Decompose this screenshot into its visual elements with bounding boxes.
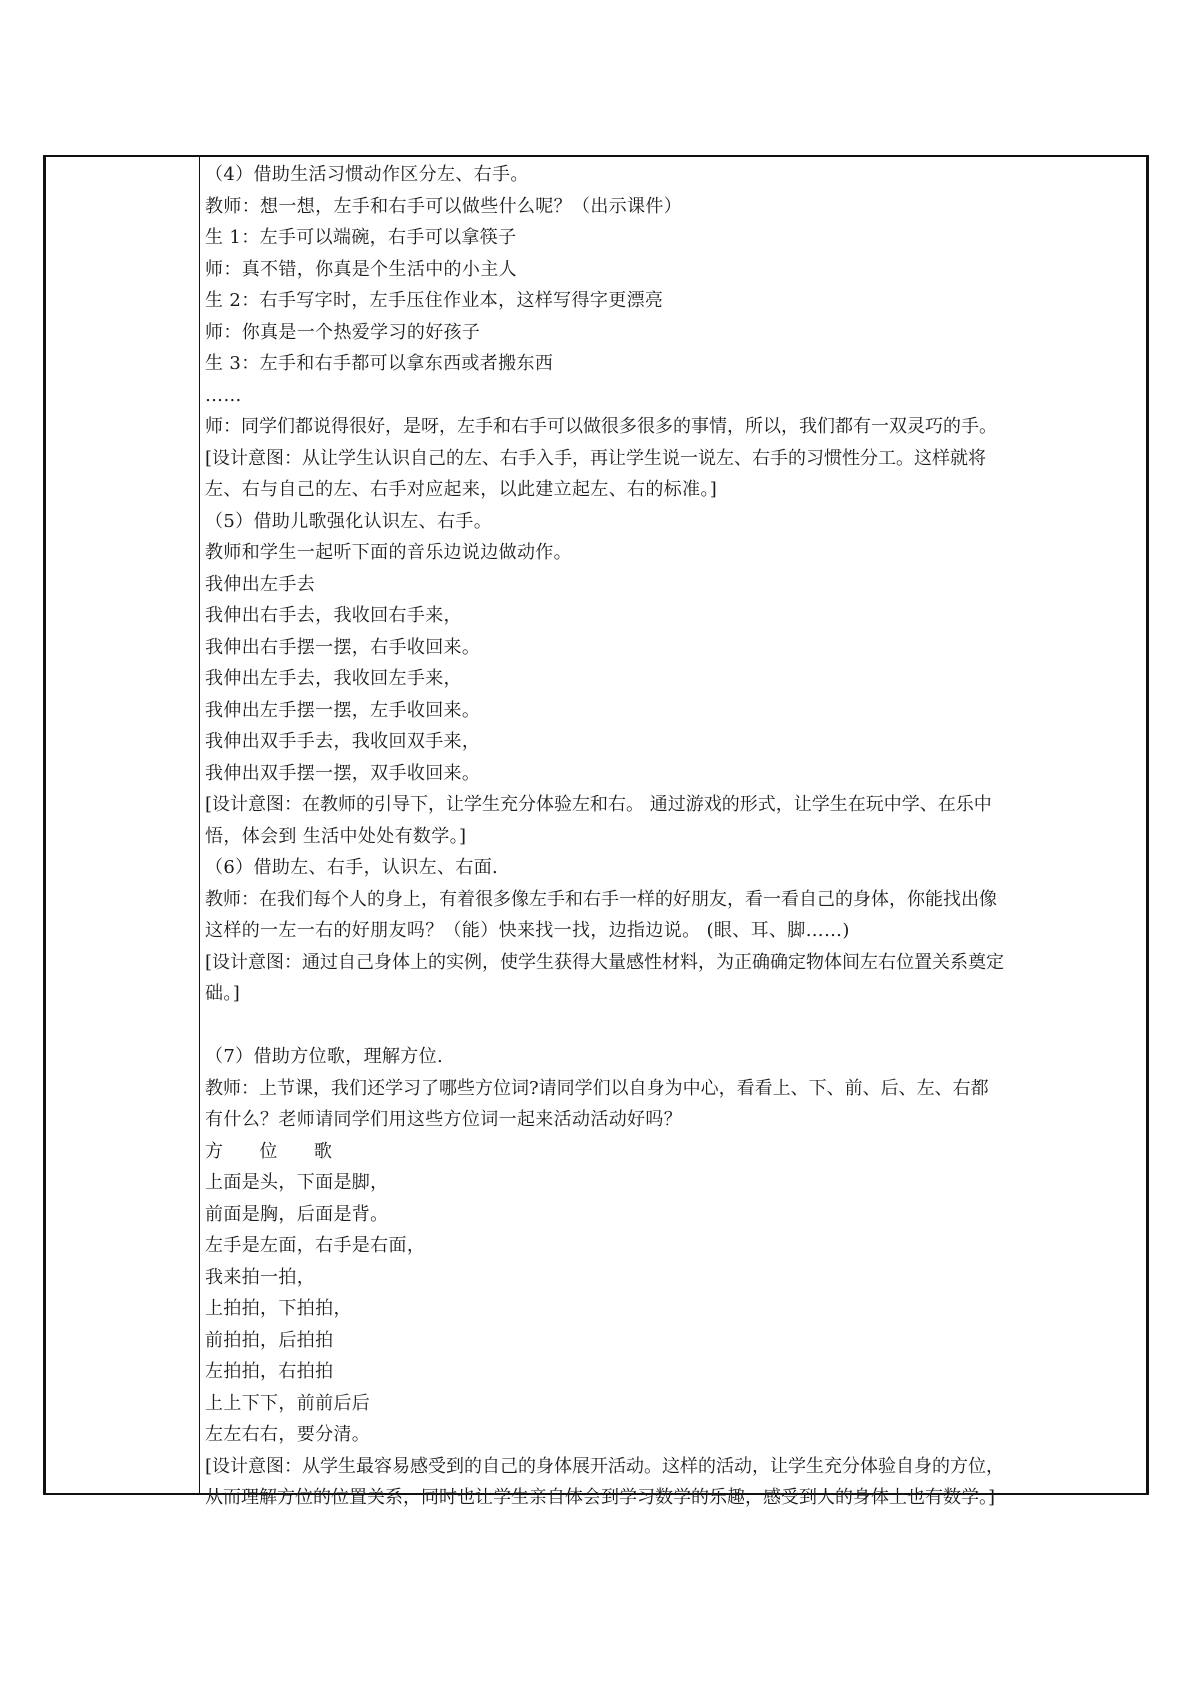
blank-line — [205, 1010, 1135, 1042]
design-intent-line: [设计意图：从学生最容易感受到的自己的身体展开活动。这样的活动，让学生充分体验自身的方位， — [205, 1455, 1005, 1477]
teacher-line: 教师：想一想，左手和右手可以做些什么呢？（出示课件） — [205, 195, 683, 217]
song-line: 前拍拍，后拍拍 — [205, 1329, 334, 1351]
song-line: 上面是头，下面是脚， — [205, 1172, 389, 1193]
song-line: 左左右右，要分清。 — [205, 1424, 371, 1445]
teacher-line: 这样的一左一右的好朋友吗？（能）快来找一找，边指边说。 (眼、耳、脚……) — [205, 920, 850, 941]
design-intent-line: 础。] — [205, 983, 241, 1004]
table-content-cell — [205, 157, 1135, 1508]
lesson-table — [43, 155, 1149, 1508]
song-line: 我伸出右手摆一摆，右手收回来。 — [205, 636, 481, 658]
teacher-line: 师：你真是一个热爱学习的好孩子 — [205, 321, 481, 343]
song-line: 我伸出左手摆一摆，左手收回来。 — [205, 699, 481, 721]
teacher-line: 师：同学们都说得很好，是呀，左手和右手可以做很多很多的事情，所以，我们都有一双灵巧的手。 — [205, 416, 997, 437]
song-line: 左拍拍，右拍拍 — [205, 1361, 334, 1382]
teacher-line: 教师：上节课，我们还学习了哪些方位词?请同学们以自身为中心，看看上、下、前、后、左、右都 — [205, 1077, 989, 1099]
section-heading-5: （5）借助儿歌强化认识左、右手。 — [205, 510, 493, 532]
section-heading-6: （6）借助左、右手，认识左、右面. — [205, 857, 499, 878]
teacher-line: 教师和学生一起听下面的音乐边说边做动作。 — [205, 542, 572, 563]
design-intent-line: 左、右与自己的左、右手对应起来，以此建立起左、右的标准。] — [205, 479, 718, 500]
ellipsis-line: …… — [205, 384, 242, 406]
student-line: 生 1：左手可以端碗，右手可以拿筷子 — [205, 227, 517, 248]
design-intent-line: [设计意图：在教师的引导下，让学生充分体验左和右。 通过游戏的形式，让学生在玩中学、在乐中 — [205, 794, 992, 815]
table-left-column — [45, 157, 200, 1493]
song-line: 我来拍一拍， — [205, 1266, 316, 1288]
teacher-line: 师：真不错，你真是个生活中的小主人 — [205, 258, 517, 280]
song-line: 上上下下，前前后后 — [205, 1392, 371, 1414]
section-heading-7: （7）借助方位歌，理解方位. — [205, 1046, 444, 1067]
teacher-line: 有什么？老师请同学们用这些方位词一起来活动活动好吗？ — [205, 1109, 683, 1130]
song-line: 我伸出右手去，我收回右手来， — [205, 605, 462, 626]
song-title: 方 位 歌 — [205, 1140, 333, 1162]
teacher-line: 教师：在我们每个人的身上，有着很多像左手和右手一样的好朋友，看一看自己的身体，你能找出像 — [205, 888, 997, 910]
song-line: 我伸出双手摆一摆，双手收回来。 — [205, 762, 481, 784]
design-intent-line: 悟，体会到 生活中处处有数学。] — [205, 825, 467, 847]
design-intent-line: 从而理解方位的位置关系，同时也让学生亲自体会到学习数学的乐趣，感受到人的身体上也有数学。] — [205, 1487, 996, 1508]
song-line: 我伸出双手手去，我收回双手来， — [205, 731, 481, 752]
section-heading-4: （4）借助生活习惯动作区分左、右手。 — [205, 164, 529, 185]
song-line: 我伸出左手去 — [205, 573, 316, 595]
song-line: 左手是左面，右手是右面， — [205, 1235, 426, 1256]
song-line: 前面是胸，后面是背。 — [205, 1203, 389, 1225]
student-line: 生 2：右手写字时，左手压住作业本，这样写得字更漂亮 — [205, 290, 664, 311]
design-intent-line: [设计意图：从让学生认识自己的左、右手入手，再让学生说一说左、右手的习惯性分工。这样就将 — [205, 447, 987, 469]
student-line: 生 3：左手和右手都可以拿东西或者搬东西 — [205, 353, 554, 374]
song-line: 我伸出左手去，我收回左手来， — [205, 668, 462, 689]
design-intent-line: [设计意图：通过自己身体上的实例，使学生获得大量感性材料，为正确确定物体间左右位置关系奠定 — [205, 951, 1005, 973]
song-line: 上拍拍，下拍拍， — [205, 1298, 352, 1319]
